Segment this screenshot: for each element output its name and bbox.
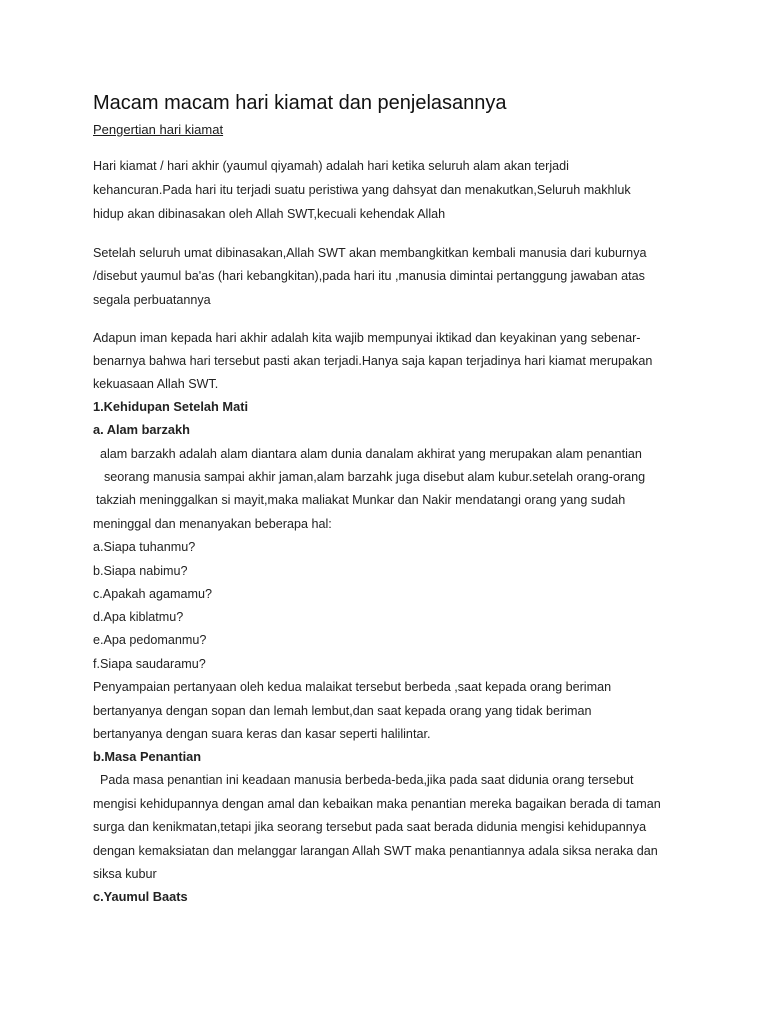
subheading: c.Yaumul Baats: [93, 889, 188, 904]
section-heading: Pengertian hari kiamat: [93, 122, 224, 137]
paragraph-line: takziah meninggalkan si mayit,maka maliakat Munkar dan Nakir mendatangi orang yang sudah: [96, 493, 626, 507]
paragraph-line: alam barzakh adalah alam diantara alam dunia danalam akhirat yang merupakan alam penantian: [100, 447, 642, 461]
paragraph-line: kekuasaan Allah SWT.: [93, 377, 219, 391]
list-item: a.Siapa tuhanmu?: [93, 540, 196, 554]
subheading: 1.Kehidupan Setelah Mati: [93, 399, 249, 414]
paragraph-line: seorang manusia sampai akhir jaman,alam barzahk juga disebut alam kubur.setelah orang-orang: [104, 470, 646, 484]
paragraph-line: segala perbuatannya: [93, 293, 211, 307]
list-item: f.Siapa saudaramu?: [93, 657, 206, 671]
paragraph-line: mengisi kehidupannya dengan amal dan kebaikan maka penantian mereka bagaikan berada di taman: [93, 797, 661, 811]
paragraph-line: bertanyanya dengan suara keras dan kasar seperti halilintar.: [93, 727, 431, 741]
paragraph-line: Hari kiamat / hari akhir (yaumul qiyamah) adalah hari ketika seluruh alam akan terjadi: [93, 159, 569, 173]
paragraph-line: meninggal dan menanyakan beberapa hal:: [93, 517, 332, 531]
document-title: Macam macam hari kiamat dan penjelasannya: [93, 92, 507, 114]
paragraph-line: dengan kemaksiatan dan melanggar larangan Allah SWT maka penantiannya adala siksa neraka dan: [93, 844, 658, 858]
paragraph-line: benarnya bahwa hari tersebut pasti akan terjadi.Hanya saja kapan terjadinya hari kiamat merupakan: [93, 354, 653, 368]
paragraph-line: Penyampaian pertanyaan oleh kedua malaikat tersebut berbeda ,saat kepada orang beriman: [93, 680, 612, 694]
list-item: c.Apakah agamamu?: [93, 587, 213, 601]
paragraph-line: hidup akan dibinasakan oleh Allah SWT,kecuali kehendak Allah: [93, 207, 446, 221]
paragraph-line: kehancuran.Pada hari itu terjadi suatu peristiwa yang dahsyat dan menakutkan,Seluruh makhluk: [93, 183, 631, 197]
list-item: d.Apa kiblatmu?: [93, 610, 184, 624]
subheading: a. Alam barzakh: [93, 422, 190, 437]
paragraph-line: Adapun iman kepada hari akhir adalah kita wajib mempunyai iktikad dan keyakinan yang sebenar-: [93, 331, 641, 345]
list-item: e.Apa pedomanmu?: [93, 633, 207, 647]
paragraph-line: bertanyanya dengan sopan dan lemah lembut,dan saat kepada orang yang tidak beriman: [93, 704, 592, 718]
paragraph-line: surga dan kenikmatan,tetapi jika seorang tersebut pada saat berada didunia mengisi kehidupannya: [93, 820, 647, 834]
subheading: b.Masa Penantian: [93, 749, 202, 764]
paragraph-line: /disebut yaumul ba'as (hari kebangkitan),pada hari itu ,manusia dimintai pertanggung jawaban atas: [93, 269, 645, 283]
paragraph-line: Pada masa penantian ini keadaan manusia berbeda-beda,jika pada saat didunia orang tersebut: [100, 773, 634, 787]
list-item: b.Siapa nabimu?: [93, 564, 188, 578]
paragraph-line: siksa kubur: [93, 867, 157, 881]
paragraph-line: Setelah seluruh umat dibinasakan,Allah SWT akan membangkitkan kembali manusia dari kuburnya: [93, 246, 647, 260]
